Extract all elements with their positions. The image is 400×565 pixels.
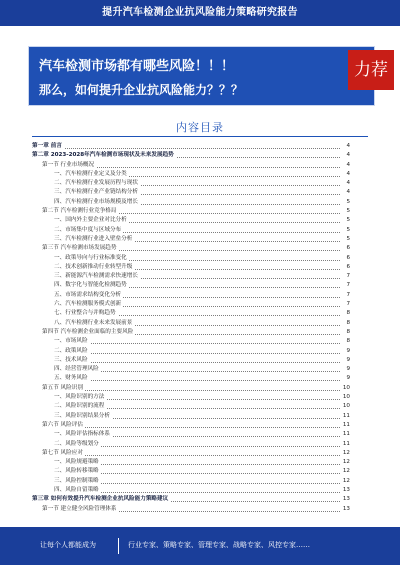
toc-entry[interactable] bbox=[32, 244, 350, 253]
toc-entry-text: 一、风险规避策略 bbox=[54, 459, 99, 466]
banner-line-2: 那么，如何提升企业抗风险能力？？？ bbox=[39, 83, 244, 97]
toc-entry[interactable] bbox=[32, 216, 350, 225]
toc-entry-text: 第五节 风险识别 bbox=[42, 384, 83, 391]
toc-entry-text: 一、风险评估指标体系 bbox=[54, 431, 110, 438]
table-of-contents bbox=[32, 142, 350, 514]
toc-leader-dots bbox=[54, 353, 340, 354]
toc-entry-page: 12 bbox=[341, 449, 350, 458]
toc-title: 内容目录 bbox=[176, 121, 224, 134]
toc-entry-text: 三、汽车检测行业产业链结构分析 bbox=[54, 189, 138, 196]
toc-entry-page: 9 bbox=[344, 347, 350, 356]
toc-leader-dots bbox=[42, 455, 340, 456]
question-banner bbox=[28, 46, 375, 106]
toc-entry-page: 7 bbox=[344, 300, 350, 309]
toc-divider bbox=[32, 136, 368, 137]
toc-entry[interactable] bbox=[32, 505, 350, 514]
toc-entry[interactable] bbox=[32, 477, 350, 486]
toc-entry[interactable] bbox=[32, 207, 350, 216]
banner-line-1: 汽车检测市场都有哪些风险！！！ bbox=[39, 59, 235, 74]
toc-entry-text: 一、国内外主要企业对比分析 bbox=[54, 217, 127, 224]
toc-leader-dots bbox=[42, 390, 340, 391]
toc-entry-text: 四、数字化与智能化检测趋势 bbox=[54, 282, 127, 289]
toc-entry[interactable] bbox=[32, 356, 350, 365]
toc-entry-page: 8 bbox=[344, 319, 350, 328]
toc-entry-text: 第一章 前言 bbox=[32, 143, 62, 149]
toc-entry[interactable] bbox=[32, 467, 350, 476]
toc-entry-page: 11 bbox=[341, 421, 350, 430]
toc-entry[interactable] bbox=[32, 449, 350, 458]
toc-entry-text: 六、汽车检测服务模式创新 bbox=[54, 301, 122, 308]
footer-slogan: 让每个人都能成为 bbox=[40, 541, 96, 549]
toc-entry-page: 12 bbox=[341, 467, 350, 476]
toc-entry[interactable] bbox=[32, 226, 350, 235]
toc-entry-text: 第六节 风险评估 bbox=[42, 421, 83, 428]
toc-entry-text: 二、汽车检测行业发展历程与现状 bbox=[54, 180, 138, 187]
toc-entry[interactable] bbox=[32, 393, 350, 402]
toc-entry-text: 第三章 如何有效提升汽车检测企业抗风险能力策略建议 bbox=[32, 496, 169, 503]
toc-entry-text: 三、技术风险 bbox=[54, 356, 88, 363]
footer-divider bbox=[118, 538, 119, 554]
toc-entry[interactable] bbox=[32, 347, 350, 356]
toc-entry-text: 四、汽车检测行业市场规模及增长 bbox=[54, 198, 138, 205]
toc-entry-text: 四、风险自留策略 bbox=[54, 486, 99, 493]
footer-tagline: 行业专家、策略专家、管理专家、战略专家、风控专家…… bbox=[128, 541, 310, 549]
toc-entry-page: 5 bbox=[344, 235, 350, 244]
toc-entry-page: 11 bbox=[341, 440, 350, 449]
toc-entry-page: 6 bbox=[344, 244, 350, 253]
toc-entry[interactable] bbox=[32, 412, 350, 421]
toc-entry[interactable] bbox=[32, 188, 350, 197]
toc-entry-page: 12 bbox=[341, 477, 350, 486]
toc-entry-text: 一、市场风险 bbox=[54, 338, 88, 345]
toc-leader-dots bbox=[54, 343, 340, 344]
toc-entry-page: 4 bbox=[344, 151, 350, 160]
toc-entry-text: 二、风险识别的流程 bbox=[54, 403, 105, 410]
toc-entry-text: 二、市场集中度与区域分布 bbox=[54, 226, 122, 233]
toc-entry-page: 4 bbox=[344, 179, 350, 188]
toc-entry[interactable] bbox=[32, 198, 350, 207]
toc-entry-page: 11 bbox=[341, 412, 350, 421]
toc-entry-page: 8 bbox=[344, 337, 350, 346]
toc-entry-text: 第三节 汽车检测市场发展趋势 bbox=[42, 245, 117, 252]
toc-entry-page: 7 bbox=[344, 272, 350, 281]
toc-entry-page: 9 bbox=[344, 374, 350, 383]
toc-entry-page: 13 bbox=[341, 486, 350, 495]
toc-entry[interactable] bbox=[32, 151, 350, 160]
toc-entry-page: 5 bbox=[344, 216, 350, 225]
toc-entry-page: 5 bbox=[344, 207, 350, 216]
toc-entry-page: 10 bbox=[341, 393, 350, 402]
report-title: 提升汽车检测企业抗风险能力策略研究报告 bbox=[102, 7, 298, 18]
toc-entry-page: 8 bbox=[344, 309, 350, 318]
toc-entry-page: 4 bbox=[344, 170, 350, 179]
toc-entry[interactable] bbox=[32, 458, 350, 467]
toc-entry-text: 三、风险识别结果分析 bbox=[54, 412, 110, 419]
toc-entry-page: 5 bbox=[344, 226, 350, 235]
toc-entry-text: 第二章 2023-2028年汽车检测市场现状及未来发展趋势 bbox=[32, 152, 174, 159]
toc-entry[interactable] bbox=[32, 235, 350, 244]
toc-entry[interactable] bbox=[32, 300, 350, 309]
toc-entry-text: 三、新能源汽车检测需求快速增长 bbox=[54, 273, 138, 280]
toc-leader-dots bbox=[42, 427, 340, 428]
toc-entry-text: 二、风险转移策略 bbox=[54, 468, 99, 475]
toc-entry-page: 13 bbox=[341, 495, 350, 504]
toc-entry-page: 8 bbox=[344, 328, 350, 337]
toc-entry-text: 八、汽车检测行业未来发展前景 bbox=[54, 319, 133, 326]
toc-entry-page: 7 bbox=[344, 281, 350, 290]
toc-entry-page: 4 bbox=[344, 161, 350, 170]
toc-entry[interactable] bbox=[32, 430, 350, 439]
toc-entry-text: 二、风险等级划分 bbox=[54, 440, 99, 447]
toc-entry-text: 一、风险识别的方法 bbox=[54, 394, 105, 401]
toc-leader-dots bbox=[32, 148, 340, 149]
recommend-seal: 力荐 bbox=[348, 50, 394, 90]
toc-entry-text: 七、行业整合与并购趋势 bbox=[54, 310, 116, 317]
header-bar bbox=[0, 0, 400, 26]
toc-entry-page: 10 bbox=[341, 402, 350, 411]
toc-entry[interactable] bbox=[32, 402, 350, 411]
toc-entry[interactable] bbox=[32, 421, 350, 430]
toc-entry-page: 11 bbox=[341, 430, 350, 439]
toc-entry-text: 四、经营管理风险 bbox=[54, 366, 99, 373]
toc-entry[interactable] bbox=[32, 337, 350, 346]
toc-entry[interactable] bbox=[32, 374, 350, 383]
toc-entry[interactable] bbox=[32, 384, 350, 393]
toc-entry[interactable] bbox=[32, 495, 350, 504]
toc-entry-text: 第七节 风险应对 bbox=[42, 449, 83, 456]
toc-entry[interactable] bbox=[32, 328, 350, 337]
toc-entry-text: 第一节 建立健全风险管理体系 bbox=[42, 505, 117, 512]
toc-leader-dots bbox=[54, 362, 340, 363]
toc-entry[interactable] bbox=[32, 309, 350, 318]
toc-entry-page: 4 bbox=[344, 188, 350, 197]
toc-entry-page: 4 bbox=[344, 142, 350, 151]
toc-entry-text: 第二节 汽车检测行业竞争格局 bbox=[42, 208, 117, 215]
toc-entry-text: 五、财务风险 bbox=[54, 375, 88, 382]
toc-entry[interactable] bbox=[32, 263, 350, 272]
toc-entry-text: 三、汽车检测行业进入壁垒分析 bbox=[54, 235, 133, 242]
toc-entry[interactable] bbox=[32, 272, 350, 281]
toc-entry-text: 第一节 行业市场概况 bbox=[42, 161, 95, 168]
toc-entry[interactable] bbox=[32, 170, 350, 179]
toc-entry[interactable] bbox=[32, 161, 350, 170]
toc-entry-page: 6 bbox=[344, 263, 350, 272]
toc-entry-page: 10 bbox=[341, 384, 350, 393]
toc-entry-text: 一、汽车检测行业定义及分类 bbox=[54, 170, 127, 177]
toc-entry-text: 二、技术创新推动行业转型升级 bbox=[54, 263, 133, 270]
toc-entry-text: 三、风险控制策略 bbox=[54, 477, 99, 484]
toc-entry-text: 一、政策导向与行业标准变化 bbox=[54, 254, 127, 261]
toc-entry-page: 5 bbox=[344, 198, 350, 207]
toc-entry[interactable] bbox=[32, 291, 350, 300]
toc-entry[interactable] bbox=[32, 319, 350, 328]
toc-entry[interactable] bbox=[32, 365, 350, 374]
toc-entry[interactable] bbox=[32, 142, 350, 151]
toc-entry-page: 12 bbox=[341, 458, 350, 467]
toc-entry-page: 7 bbox=[344, 291, 350, 300]
toc-entry-page: 9 bbox=[344, 356, 350, 365]
toc-entry[interactable] bbox=[32, 440, 350, 449]
toc-entry-text: 二、政策风险 bbox=[54, 347, 88, 354]
toc-entry-page: 13 bbox=[341, 505, 350, 514]
toc-entry-text: 第四节 汽车检测企业面临的主要风险 bbox=[42, 328, 134, 335]
toc-entry[interactable] bbox=[32, 254, 350, 263]
toc-entry-page: 6 bbox=[344, 254, 350, 263]
toc-leader-dots bbox=[54, 380, 340, 381]
toc-entry-text: 五、市场需求结构变化分析 bbox=[54, 291, 122, 298]
footer-bar bbox=[0, 527, 400, 565]
toc-entry[interactable] bbox=[32, 281, 350, 290]
toc-entry[interactable] bbox=[32, 179, 350, 188]
toc-entry[interactable] bbox=[32, 486, 350, 495]
toc-entry-page: 9 bbox=[344, 365, 350, 374]
